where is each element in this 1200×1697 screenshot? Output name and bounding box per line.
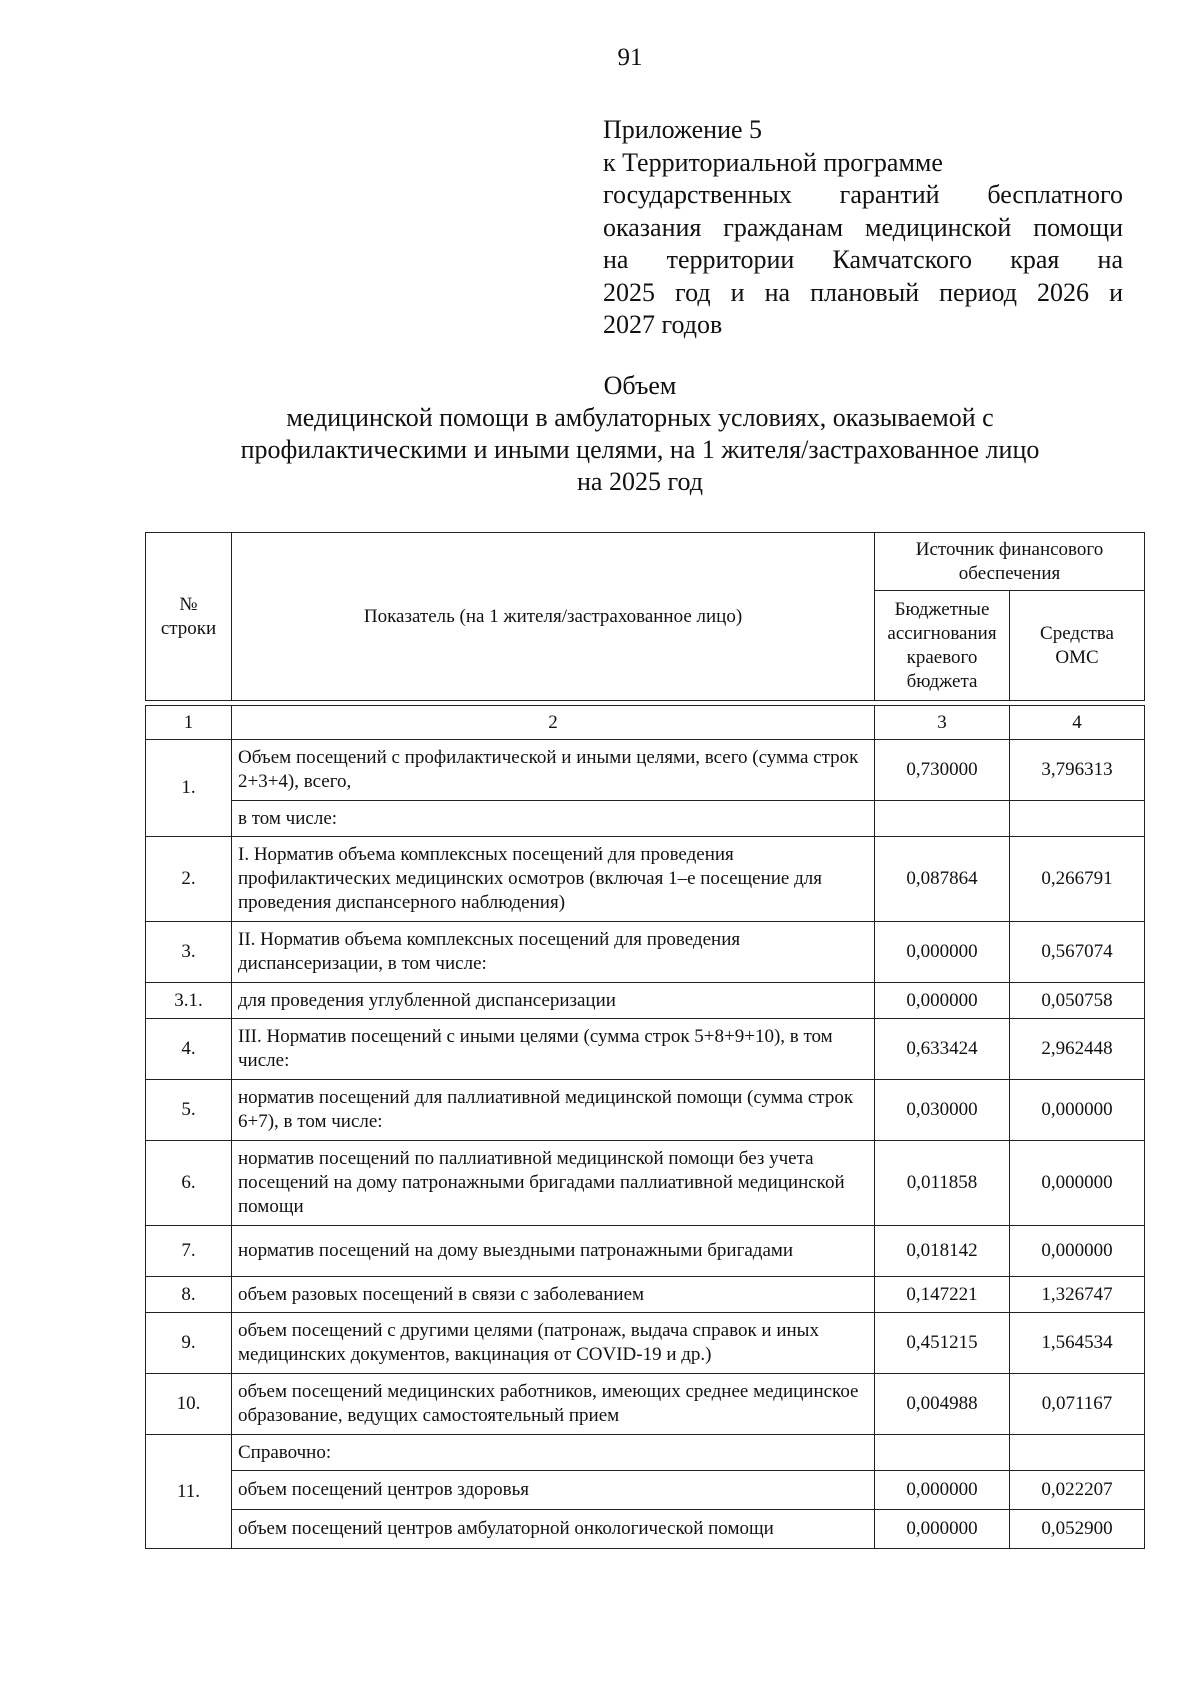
row-budget: 0,730000 bbox=[875, 740, 1010, 801]
row-number: 10. bbox=[146, 1374, 232, 1435]
row-number: 6. bbox=[146, 1141, 232, 1226]
row-budget: 0,000000 bbox=[875, 922, 1010, 983]
table-row bbox=[146, 740, 1145, 801]
title-line: профилактическими и иными целями, на 1 жителя/застрахованное лицо bbox=[240, 435, 1040, 464]
table-row bbox=[146, 922, 1145, 983]
row-budget: 0,000000 bbox=[875, 1471, 1010, 1510]
title-line: Объем bbox=[603, 371, 677, 400]
row-text: I. Норматив объема комплексных посещений для проведения профилактических медицинских осмотров (включая 1–е посещение для проведения диспансерного наблюдения) bbox=[232, 837, 875, 922]
row-text: объем посещений центров амбулаторной онкологической помощи bbox=[232, 1510, 875, 1549]
row-text: Объем посещений с профилактической и иными целями, всего (сумма строк 2+3+4), всего, bbox=[232, 740, 875, 801]
volume-table bbox=[145, 532, 1145, 1549]
row-oms: 0,000000 bbox=[1010, 1080, 1145, 1141]
row-oms: 0,000000 bbox=[1010, 1141, 1145, 1226]
table-row bbox=[146, 1510, 1145, 1549]
row-number: 8. bbox=[146, 1277, 232, 1313]
document-title bbox=[140, 370, 1140, 498]
row-text: для проведения углубленной диспансеризации bbox=[232, 983, 875, 1019]
row-oms: 3,796313 bbox=[1010, 740, 1145, 801]
header-indicator: Показатель (на 1 жителя/застрахованное лицо) bbox=[232, 533, 875, 701]
row-text: объем посещений центров здоровья bbox=[232, 1471, 875, 1510]
row-text: норматив посещений на дому выездными патронажными бригадами bbox=[232, 1226, 875, 1277]
table-row bbox=[146, 1471, 1145, 1510]
row-budget: 0,011858 bbox=[875, 1141, 1010, 1226]
index-cell: 4 bbox=[1010, 706, 1145, 740]
row-oms bbox=[1010, 1435, 1145, 1471]
table-row bbox=[146, 1141, 1145, 1226]
table-row bbox=[146, 1277, 1145, 1313]
row-budget bbox=[875, 1435, 1010, 1471]
row-oms: 0,266791 bbox=[1010, 837, 1145, 922]
row-text: норматив посещений по паллиативной медицинской помощи без учета посещений на дому патронажными бригадами паллиативной медицинской помощи bbox=[232, 1141, 875, 1226]
table-row bbox=[146, 1374, 1145, 1435]
row-text: объем разовых посещений в связи с заболеванием bbox=[232, 1277, 875, 1313]
table-row bbox=[146, 837, 1145, 922]
row-budget: 0,087864 bbox=[875, 837, 1010, 922]
row-budget: 0,147221 bbox=[875, 1277, 1010, 1313]
header-oms: Средства ОМС bbox=[1010, 591, 1145, 701]
row-number: 7. bbox=[146, 1226, 232, 1277]
row-number: 9. bbox=[146, 1313, 232, 1374]
table-row bbox=[146, 1435, 1145, 1471]
table-row bbox=[146, 1019, 1145, 1080]
row-text: в том числе: bbox=[232, 801, 875, 837]
appendix-line: Приложение 5 bbox=[603, 115, 763, 144]
row-oms: 0,052900 bbox=[1010, 1510, 1145, 1549]
appendix-line: 2027 годов bbox=[603, 310, 723, 339]
row-oms: 1,564534 bbox=[1010, 1313, 1145, 1374]
row-text: объем посещений медицинских работников, имеющих среднее медицинское образование, ведущих самостоятельный прием bbox=[232, 1374, 875, 1435]
row-oms: 1,326747 bbox=[1010, 1277, 1145, 1313]
title-line: медицинской помощи в амбулаторных условиях, оказываемой с bbox=[286, 403, 994, 432]
row-budget: 0,000000 bbox=[875, 983, 1010, 1019]
row-budget: 0,633424 bbox=[875, 1019, 1010, 1080]
table-row bbox=[146, 1313, 1145, 1374]
row-oms: 0,071167 bbox=[1010, 1374, 1145, 1435]
row-text: III. Норматив посещений с иными целями (сумма строк 5+8+9+10), в том числе: bbox=[232, 1019, 875, 1080]
row-number: 1. bbox=[146, 740, 232, 837]
table-row bbox=[146, 1226, 1145, 1277]
row-oms bbox=[1010, 801, 1145, 837]
table-row bbox=[146, 1080, 1145, 1141]
row-budget: 0,451215 bbox=[875, 1313, 1010, 1374]
appendix-line: 2025 год и на плановый период 2026 и bbox=[603, 277, 1123, 307]
row-oms: 0,000000 bbox=[1010, 1226, 1145, 1277]
row-text: объем посещений с другими целями (патронаж, выдача справок и иных медицинских документов, вакцинация от COVID-19 и др.) bbox=[232, 1313, 875, 1374]
table-row bbox=[146, 983, 1145, 1019]
row-budget: 0,000000 bbox=[875, 1510, 1010, 1549]
title-line: на 2025 год bbox=[577, 467, 703, 496]
row-oms: 0,022207 bbox=[1010, 1471, 1145, 1510]
row-oms: 0,567074 bbox=[1010, 922, 1145, 983]
index-cell: 3 bbox=[875, 706, 1010, 740]
appendix-header bbox=[603, 114, 1123, 342]
row-text: II. Норматив объема комплексных посещений для проведения диспансеризации, в том числе: bbox=[232, 922, 875, 983]
row-budget bbox=[875, 801, 1010, 837]
appendix-line: оказания гражданам медицинской помощи bbox=[603, 212, 1123, 242]
row-budget: 0,004988 bbox=[875, 1374, 1010, 1435]
row-number: 3.1. bbox=[146, 983, 232, 1019]
appendix-line: к Территориальной программе bbox=[603, 147, 943, 177]
row-number: 4. bbox=[146, 1019, 232, 1080]
appendix-line: на территории Камчатского края на bbox=[603, 245, 1123, 274]
row-text: Справочно: bbox=[232, 1435, 875, 1471]
header-source: Источник финансового обеспечения bbox=[875, 533, 1145, 591]
row-number: 5. bbox=[146, 1080, 232, 1141]
row-budget: 0,018142 bbox=[875, 1226, 1010, 1277]
row-oms: 0,050758 bbox=[1010, 983, 1145, 1019]
row-number: 3. bbox=[146, 922, 232, 983]
row-text: норматив посещений для паллиативной медицинской помощи (сумма строк 6+7), в том числе: bbox=[232, 1080, 875, 1141]
table-row bbox=[146, 801, 1145, 837]
row-oms: 2,962448 bbox=[1010, 1019, 1145, 1080]
appendix-line: государственных гарантий бесплатного bbox=[603, 180, 1123, 209]
page-number: 91 bbox=[617, 44, 643, 71]
row-number: 11. bbox=[146, 1435, 232, 1549]
index-cell: 1 bbox=[146, 706, 232, 740]
header-budget: Бюджетные ассигнования краевого бюджета bbox=[875, 591, 1010, 701]
index-cell: 2 bbox=[232, 706, 875, 740]
row-budget: 0,030000 bbox=[875, 1080, 1010, 1141]
row-number: 2. bbox=[146, 837, 232, 922]
header-row-no: № строки bbox=[146, 533, 232, 701]
